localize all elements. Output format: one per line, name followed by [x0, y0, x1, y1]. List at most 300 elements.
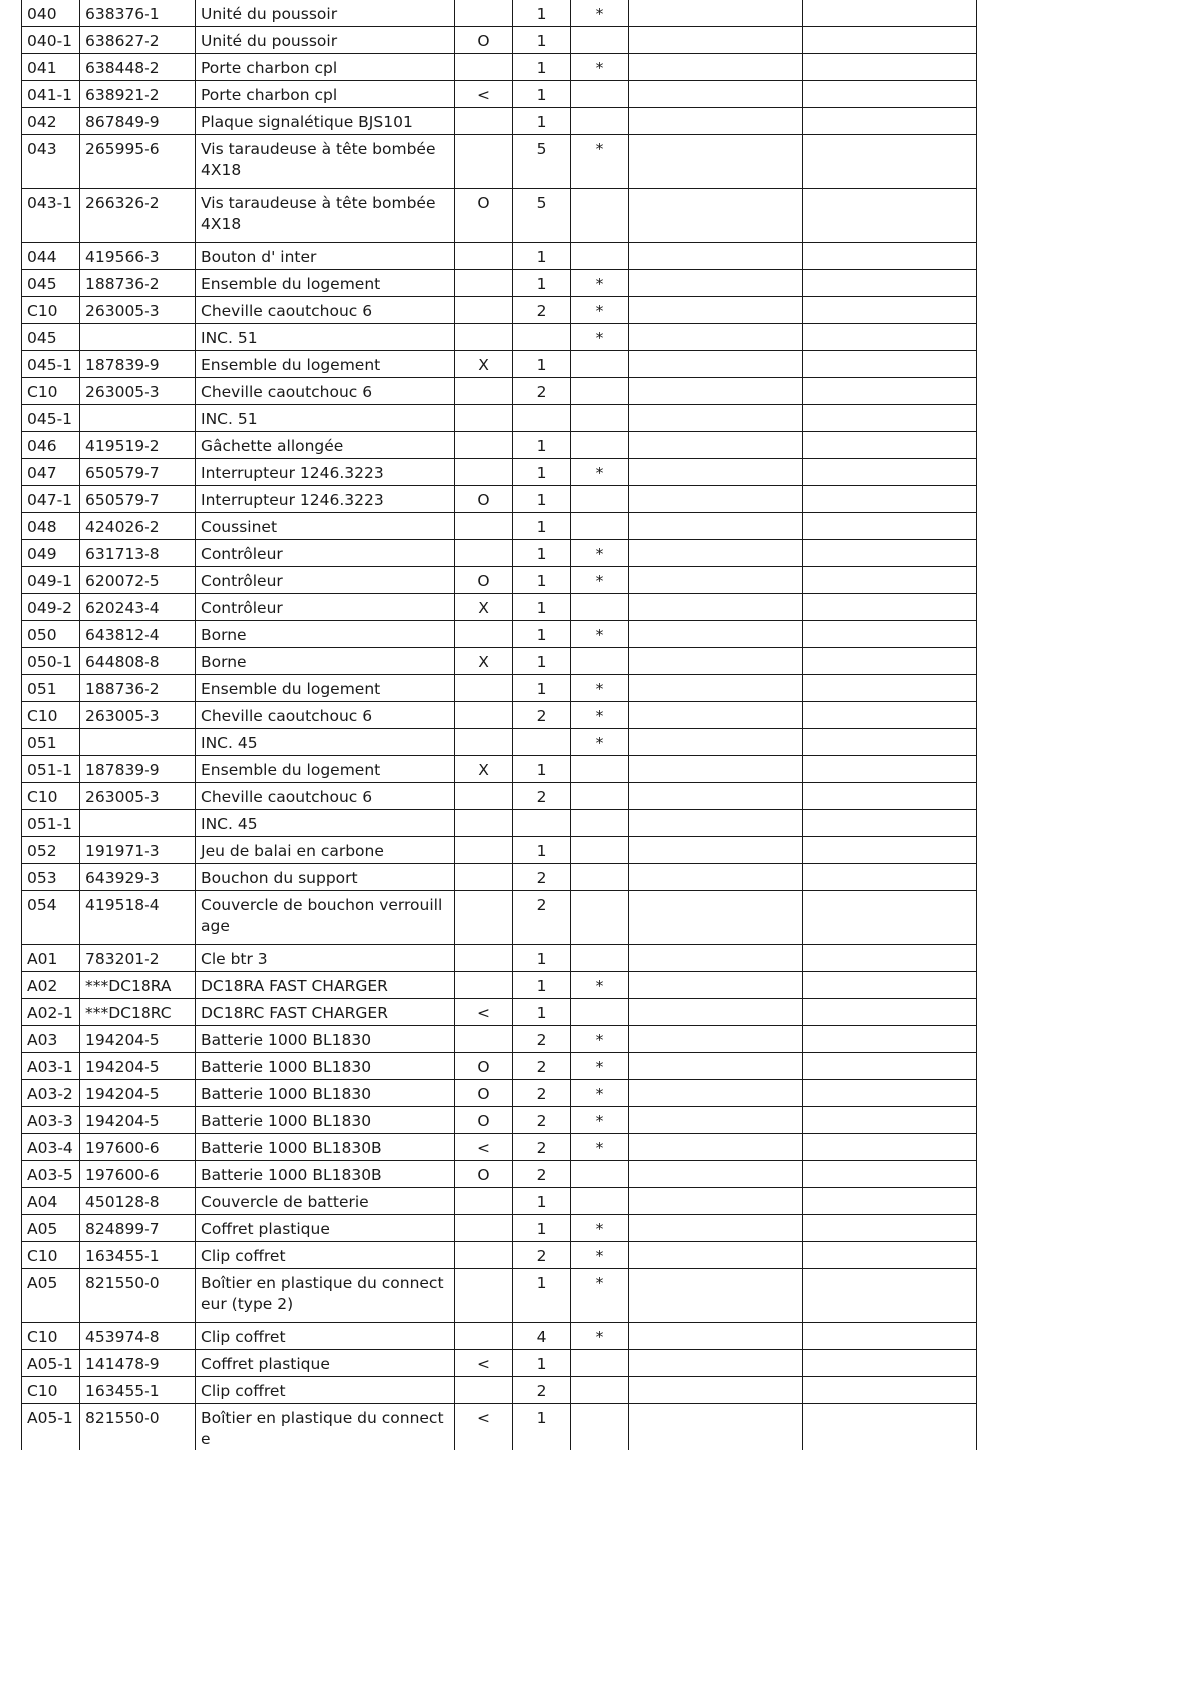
- table-row: [22, 351, 977, 378]
- extra-cell-2: [803, 513, 977, 540]
- marker-cell: [455, 1269, 513, 1323]
- item-no-cell: C10: [22, 378, 80, 405]
- note-cell: [571, 756, 629, 783]
- item-no-cell: 050-1: [22, 648, 80, 675]
- part-no-cell: 620243-4: [80, 594, 196, 621]
- description-cell: Cle btr 3: [196, 945, 455, 972]
- extra-cell-1: [629, 351, 803, 378]
- extra-cell-1: [629, 1188, 803, 1215]
- marker-cell: [455, 297, 513, 324]
- table-row: [22, 864, 977, 891]
- marker-cell: [455, 1242, 513, 1269]
- description-cell: Ensemble du logement: [196, 756, 455, 783]
- extra-cell-1: [629, 324, 803, 351]
- item-no-cell: 042: [22, 108, 80, 135]
- description-cell: Unité du poussoir: [196, 27, 455, 54]
- extra-cell-2: [803, 999, 977, 1026]
- part-no-cell: [80, 405, 196, 432]
- quantity-cell: 1: [513, 243, 571, 270]
- note-cell: *: [571, 0, 629, 27]
- item-no-cell: A03-1: [22, 1053, 80, 1080]
- item-no-cell: 041-1: [22, 81, 80, 108]
- quantity-cell: 1: [513, 594, 571, 621]
- marker-cell: [455, 513, 513, 540]
- part-no-cell: 821550-0: [80, 1404, 196, 1451]
- item-no-cell: 053: [22, 864, 80, 891]
- item-no-cell: 046: [22, 432, 80, 459]
- description-cell: Couvercle de batterie: [196, 1188, 455, 1215]
- marker-cell: <: [455, 1350, 513, 1377]
- note-cell: *: [571, 297, 629, 324]
- marker-cell: [455, 0, 513, 27]
- note-cell: *: [571, 729, 629, 756]
- extra-cell-2: [803, 27, 977, 54]
- note-cell: [571, 1188, 629, 1215]
- extra-cell-2: [803, 135, 977, 189]
- note-cell: *: [571, 1080, 629, 1107]
- part-no-cell: 638376-1: [80, 0, 196, 27]
- extra-cell-2: [803, 1350, 977, 1377]
- extra-cell-1: [629, 1080, 803, 1107]
- quantity-cell: 1: [513, 54, 571, 81]
- item-no-cell: A03-4: [22, 1134, 80, 1161]
- description-cell: Cheville caoutchouc 6: [196, 783, 455, 810]
- extra-cell-1: [629, 594, 803, 621]
- part-no-cell: 188736-2: [80, 270, 196, 297]
- description-cell: Coussinet: [196, 513, 455, 540]
- quantity-cell: 1: [513, 972, 571, 999]
- part-no-cell: 620072-5: [80, 567, 196, 594]
- note-cell: [571, 810, 629, 837]
- marker-cell: X: [455, 594, 513, 621]
- extra-cell-2: [803, 108, 977, 135]
- note-cell: [571, 648, 629, 675]
- quantity-cell: 2: [513, 1377, 571, 1404]
- item-no-cell: 051: [22, 675, 80, 702]
- extra-cell-1: [629, 1269, 803, 1323]
- item-no-cell: A05-1: [22, 1350, 80, 1377]
- table-row: [22, 972, 977, 999]
- item-no-cell: 041: [22, 54, 80, 81]
- table-row: [22, 837, 977, 864]
- part-no-cell: 191971-3: [80, 837, 196, 864]
- description-cell: Cheville caoutchouc 6: [196, 378, 455, 405]
- extra-cell-1: [629, 756, 803, 783]
- item-no-cell: A03-3: [22, 1107, 80, 1134]
- part-no-cell: 194204-5: [80, 1080, 196, 1107]
- quantity-cell: 1: [513, 1404, 571, 1451]
- item-no-cell: A01: [22, 945, 80, 972]
- marker-cell: X: [455, 648, 513, 675]
- marker-cell: [455, 270, 513, 297]
- description-cell: Vis taraudeuse à tête bombée 4X18: [196, 135, 455, 189]
- extra-cell-1: [629, 1107, 803, 1134]
- quantity-cell: 1: [513, 270, 571, 297]
- extra-cell-1: [629, 81, 803, 108]
- description-cell: Vis taraudeuse à tête bombée 4X18: [196, 189, 455, 243]
- table-row: [22, 189, 977, 243]
- description-cell: INC. 51: [196, 324, 455, 351]
- extra-cell-2: [803, 891, 977, 945]
- item-no-cell: 043: [22, 135, 80, 189]
- quantity-cell: 2: [513, 702, 571, 729]
- extra-cell-1: [629, 1404, 803, 1451]
- extra-cell-1: [629, 297, 803, 324]
- table-row: [22, 891, 977, 945]
- part-no-cell: 188736-2: [80, 675, 196, 702]
- note-cell: [571, 486, 629, 513]
- extra-cell-1: [629, 378, 803, 405]
- quantity-cell: 2: [513, 1242, 571, 1269]
- item-no-cell: A03-2: [22, 1080, 80, 1107]
- extra-cell-1: [629, 567, 803, 594]
- marker-cell: [455, 1188, 513, 1215]
- part-no-cell: 419566-3: [80, 243, 196, 270]
- quantity-cell: 2: [513, 1026, 571, 1053]
- item-no-cell: 040: [22, 0, 80, 27]
- extra-cell-1: [629, 1323, 803, 1350]
- part-no-cell: 197600-6: [80, 1161, 196, 1188]
- marker-cell: <: [455, 1134, 513, 1161]
- extra-cell-1: [629, 459, 803, 486]
- extra-cell-1: [629, 243, 803, 270]
- marker-cell: O: [455, 1053, 513, 1080]
- extra-cell-2: [803, 1134, 977, 1161]
- extra-cell-2: [803, 567, 977, 594]
- table-row: [22, 675, 977, 702]
- extra-cell-2: [803, 324, 977, 351]
- table-row: [22, 783, 977, 810]
- note-cell: [571, 513, 629, 540]
- extra-cell-2: [803, 297, 977, 324]
- note-cell: *: [571, 540, 629, 567]
- extra-cell-1: [629, 1350, 803, 1377]
- description-cell: Clip coffret: [196, 1242, 455, 1269]
- extra-cell-2: [803, 1269, 977, 1323]
- description-cell: Clip coffret: [196, 1377, 455, 1404]
- note-cell: *: [571, 54, 629, 81]
- item-no-cell: A05: [22, 1269, 80, 1323]
- item-no-cell: 051-1: [22, 810, 80, 837]
- table-row: [22, 270, 977, 297]
- quantity-cell: 1: [513, 675, 571, 702]
- quantity-cell: 2: [513, 1134, 571, 1161]
- table-row: [22, 1215, 977, 1242]
- note-cell: [571, 81, 629, 108]
- extra-cell-2: [803, 702, 977, 729]
- item-no-cell: C10: [22, 1242, 80, 1269]
- table-row: [22, 621, 977, 648]
- extra-cell-1: [629, 729, 803, 756]
- table-row: [22, 1107, 977, 1134]
- part-no-cell: 453974-8: [80, 1323, 196, 1350]
- note-cell: [571, 864, 629, 891]
- table-row: [22, 1134, 977, 1161]
- item-no-cell: C10: [22, 297, 80, 324]
- table-row: [22, 540, 977, 567]
- description-cell: DC18RA FAST CHARGER: [196, 972, 455, 999]
- part-no-cell: 263005-3: [80, 702, 196, 729]
- marker-cell: X: [455, 756, 513, 783]
- table-row: [22, 729, 977, 756]
- part-no-cell: 163455-1: [80, 1377, 196, 1404]
- marker-cell: [455, 972, 513, 999]
- extra-cell-1: [629, 1377, 803, 1404]
- description-cell: Bouchon du support: [196, 864, 455, 891]
- part-no-cell: 631713-8: [80, 540, 196, 567]
- quantity-cell: 5: [513, 135, 571, 189]
- table-row: [22, 297, 977, 324]
- part-no-cell: 263005-3: [80, 297, 196, 324]
- extra-cell-1: [629, 1215, 803, 1242]
- part-no-cell: 263005-3: [80, 378, 196, 405]
- item-no-cell: 049-1: [22, 567, 80, 594]
- item-no-cell: C10: [22, 1323, 80, 1350]
- extra-cell-1: [629, 810, 803, 837]
- item-no-cell: C10: [22, 702, 80, 729]
- marker-cell: [455, 1026, 513, 1053]
- table-row: [22, 0, 977, 27]
- part-no-cell: ***DC18RC: [80, 999, 196, 1026]
- note-cell: *: [571, 1269, 629, 1323]
- quantity-cell: 1: [513, 567, 571, 594]
- table-row: [22, 1377, 977, 1404]
- part-no-cell: 266326-2: [80, 189, 196, 243]
- extra-cell-2: [803, 540, 977, 567]
- part-no-cell: 194204-5: [80, 1107, 196, 1134]
- quantity-cell: 1: [513, 486, 571, 513]
- item-no-cell: A05: [22, 1215, 80, 1242]
- part-no-cell: [80, 729, 196, 756]
- part-no-cell: 783201-2: [80, 945, 196, 972]
- item-no-cell: 049: [22, 540, 80, 567]
- marker-cell: [455, 702, 513, 729]
- extra-cell-2: [803, 1188, 977, 1215]
- quantity-cell: 2: [513, 1161, 571, 1188]
- extra-cell-1: [629, 972, 803, 999]
- marker-cell: [455, 945, 513, 972]
- marker-cell: [455, 621, 513, 648]
- table-row: [22, 378, 977, 405]
- quantity-cell: 1: [513, 540, 571, 567]
- table-row: [22, 945, 977, 972]
- marker-cell: [455, 243, 513, 270]
- extra-cell-2: [803, 1053, 977, 1080]
- quantity-cell: 1: [513, 1215, 571, 1242]
- marker-cell: X: [455, 351, 513, 378]
- table-row: [22, 81, 977, 108]
- extra-cell-2: [803, 1080, 977, 1107]
- marker-cell: [455, 540, 513, 567]
- description-cell: Batterie 1000 BL1830B: [196, 1134, 455, 1161]
- extra-cell-2: [803, 459, 977, 486]
- item-no-cell: A02: [22, 972, 80, 999]
- part-no-cell: 643929-3: [80, 864, 196, 891]
- quantity-cell: 1: [513, 513, 571, 540]
- marker-cell: <: [455, 999, 513, 1026]
- note-cell: [571, 243, 629, 270]
- table-row: [22, 135, 977, 189]
- quantity-cell: 1: [513, 351, 571, 378]
- description-cell: Ensemble du logement: [196, 270, 455, 297]
- note-cell: [571, 783, 629, 810]
- marker-cell: [455, 810, 513, 837]
- extra-cell-2: [803, 783, 977, 810]
- table-row: [22, 54, 977, 81]
- part-no-cell: 824899-7: [80, 1215, 196, 1242]
- part-no-cell: 638921-2: [80, 81, 196, 108]
- table-row: [22, 1323, 977, 1350]
- quantity-cell: 2: [513, 378, 571, 405]
- description-cell: Coffret plastique: [196, 1215, 455, 1242]
- extra-cell-2: [803, 243, 977, 270]
- extra-cell-2: [803, 0, 977, 27]
- extra-cell-2: [803, 837, 977, 864]
- item-no-cell: 050: [22, 621, 80, 648]
- extra-cell-1: [629, 675, 803, 702]
- quantity-cell: 2: [513, 891, 571, 945]
- extra-cell-2: [803, 945, 977, 972]
- description-cell: Porte charbon cpl: [196, 81, 455, 108]
- note-cell: [571, 27, 629, 54]
- quantity-cell: 2: [513, 1107, 571, 1134]
- extra-cell-2: [803, 675, 977, 702]
- table-row: [22, 459, 977, 486]
- extra-cell-2: [803, 1377, 977, 1404]
- extra-cell-1: [629, 1161, 803, 1188]
- extra-cell-1: [629, 27, 803, 54]
- note-cell: *: [571, 1026, 629, 1053]
- part-no-cell: 867849-9: [80, 108, 196, 135]
- marker-cell: [455, 675, 513, 702]
- item-no-cell: 045: [22, 324, 80, 351]
- quantity-cell: 2: [513, 297, 571, 324]
- description-cell: Contrôleur: [196, 567, 455, 594]
- note-cell: *: [571, 567, 629, 594]
- part-no-cell: 638448-2: [80, 54, 196, 81]
- description-cell: Boîtier en plastique du connecte: [196, 1404, 455, 1451]
- extra-cell-2: [803, 1323, 977, 1350]
- table-row: [22, 702, 977, 729]
- extra-cell-1: [629, 1026, 803, 1053]
- part-no-cell: 263005-3: [80, 783, 196, 810]
- table-row: [22, 1242, 977, 1269]
- part-no-cell: 638627-2: [80, 27, 196, 54]
- description-cell: Bouton d' inter: [196, 243, 455, 270]
- extra-cell-2: [803, 1242, 977, 1269]
- quantity-cell: 1: [513, 621, 571, 648]
- marker-cell: O: [455, 1107, 513, 1134]
- quantity-cell: 1: [513, 108, 571, 135]
- quantity-cell: 1: [513, 0, 571, 27]
- note-cell: *: [571, 270, 629, 297]
- extra-cell-1: [629, 540, 803, 567]
- description-cell: INC. 45: [196, 810, 455, 837]
- description-cell: Batterie 1000 BL1830: [196, 1053, 455, 1080]
- marker-cell: O: [455, 189, 513, 243]
- extra-cell-1: [629, 1242, 803, 1269]
- note-cell: [571, 432, 629, 459]
- table-row: [22, 1026, 977, 1053]
- item-no-cell: A02-1: [22, 999, 80, 1026]
- marker-cell: O: [455, 486, 513, 513]
- part-no-cell: 187839-9: [80, 351, 196, 378]
- table-row: [22, 1053, 977, 1080]
- part-no-cell: 650579-7: [80, 459, 196, 486]
- marker-cell: [455, 1215, 513, 1242]
- description-cell: Borne: [196, 621, 455, 648]
- extra-cell-1: [629, 702, 803, 729]
- description-cell: Borne: [196, 648, 455, 675]
- item-no-cell: C10: [22, 783, 80, 810]
- description-cell: Clip coffret: [196, 1323, 455, 1350]
- description-cell: Jeu de balai en carbone: [196, 837, 455, 864]
- extra-cell-2: [803, 351, 977, 378]
- part-no-cell: 643812-4: [80, 621, 196, 648]
- extra-cell-2: [803, 378, 977, 405]
- extra-cell-1: [629, 189, 803, 243]
- description-cell: DC18RC FAST CHARGER: [196, 999, 455, 1026]
- quantity-cell: 4: [513, 1323, 571, 1350]
- description-cell: Ensemble du logement: [196, 351, 455, 378]
- note-cell: *: [571, 1242, 629, 1269]
- extra-cell-2: [803, 270, 977, 297]
- part-no-cell: 265995-6: [80, 135, 196, 189]
- description-cell: INC. 45: [196, 729, 455, 756]
- table-row: [22, 594, 977, 621]
- table-row: [22, 432, 977, 459]
- description-cell: Batterie 1000 BL1830B: [196, 1161, 455, 1188]
- marker-cell: [455, 405, 513, 432]
- quantity-cell: 1: [513, 1269, 571, 1323]
- note-cell: [571, 891, 629, 945]
- extra-cell-1: [629, 513, 803, 540]
- note-cell: *: [571, 621, 629, 648]
- note-cell: [571, 405, 629, 432]
- extra-cell-1: [629, 621, 803, 648]
- table-row: [22, 810, 977, 837]
- marker-cell: [455, 378, 513, 405]
- extra-cell-1: [629, 891, 803, 945]
- description-cell: Gâchette allongée: [196, 432, 455, 459]
- note-cell: [571, 108, 629, 135]
- extra-cell-2: [803, 486, 977, 513]
- table-row: [22, 243, 977, 270]
- table-row: [22, 513, 977, 540]
- marker-cell: [455, 459, 513, 486]
- marker-cell: [455, 891, 513, 945]
- extra-cell-1: [629, 0, 803, 27]
- quantity-cell: [513, 810, 571, 837]
- description-cell: Contrôleur: [196, 540, 455, 567]
- marker-cell: [455, 864, 513, 891]
- table-row: [22, 1350, 977, 1377]
- note-cell: [571, 378, 629, 405]
- quantity-cell: 1: [513, 81, 571, 108]
- marker-cell: [455, 108, 513, 135]
- extra-cell-1: [629, 108, 803, 135]
- item-no-cell: 044: [22, 243, 80, 270]
- description-cell: Ensemble du logement: [196, 675, 455, 702]
- table-row: [22, 405, 977, 432]
- extra-cell-1: [629, 648, 803, 675]
- item-no-cell: 045-1: [22, 405, 80, 432]
- table-row: [22, 108, 977, 135]
- quantity-cell: 1: [513, 837, 571, 864]
- marker-cell: [455, 729, 513, 756]
- part-no-cell: ***DC18RA: [80, 972, 196, 999]
- extra-cell-1: [629, 783, 803, 810]
